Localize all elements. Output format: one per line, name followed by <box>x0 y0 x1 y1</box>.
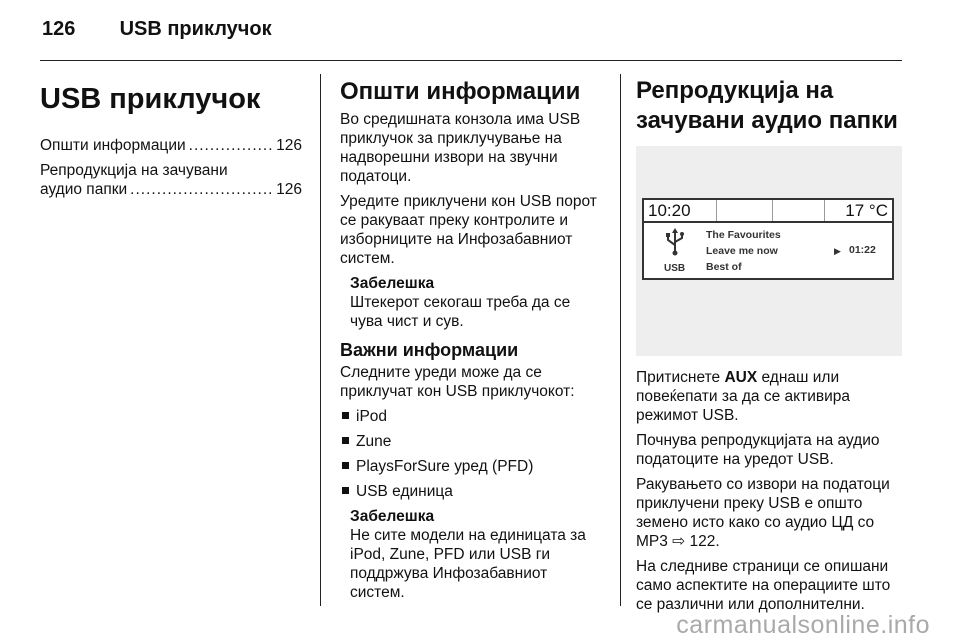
page-number: 126 <box>42 18 76 40</box>
screen-status-bar <box>644 200 892 223</box>
list-item: iPod <box>340 407 606 426</box>
track-item[interactable]: Best of <box>706 261 742 273</box>
text-run: Притиснете <box>636 369 725 386</box>
toc-leader <box>189 136 273 155</box>
column-divider <box>620 74 621 606</box>
usb-icon <box>660 228 690 256</box>
note-text: Штекерот секогаш треба да се чува чист и сув. <box>350 294 571 330</box>
track-item[interactable]: The Favourites <box>706 229 781 241</box>
paragraph: На следниве страници се опишани само аспектите на операциите што се различни или дополнителни. <box>636 558 891 613</box>
running-title: USB приклучок <box>119 18 272 40</box>
toc-entry[interactable] <box>40 161 302 199</box>
text-run: еднаш или повеќепати за да се активира режимот USB. <box>636 369 850 424</box>
play-icon: ▶ <box>834 246 841 256</box>
chapter-title: USB приклучок <box>40 83 261 115</box>
paragraph: Следните уреди може да се приклучат кон USB приклучокот: <box>340 364 575 400</box>
track-duration: 01:22 <box>849 244 876 256</box>
note <box>350 507 606 602</box>
usb-label: USB <box>664 263 686 274</box>
section-heading: Општи информации <box>340 78 581 105</box>
watermark: carmanualsonline.info <box>676 611 930 639</box>
infotainment-screen <box>642 198 894 280</box>
note-title: Забелешка <box>350 275 435 292</box>
column-toc <box>40 72 302 205</box>
status-divider <box>772 200 773 221</box>
paragraph: Ракувањето со извори на податоци приклучени преку USB е општо земено исто како со аудио ЦД со MP3 ⇨ 122. <box>636 476 890 550</box>
status-divider <box>716 200 717 221</box>
column-general-info <box>340 72 606 608</box>
note <box>350 274 606 331</box>
aux-key: AUX <box>724 369 758 386</box>
paragraph: Во средишната конзола има USB приклучок за приклучување на надворешни извори на звучни податоци. <box>340 111 581 185</box>
note-text: Не сите модели на единицата за iPod, Zune, PFD или USB ги поддржува Инфозабавниот систем. <box>350 527 586 601</box>
device-list <box>340 407 606 501</box>
toc-page: 126 <box>276 137 302 154</box>
temperature-readout: 17 °C <box>845 201 888 220</box>
column-playback <box>636 72 902 620</box>
header-rule <box>40 60 902 61</box>
column-divider <box>320 74 321 606</box>
list-item: USB единица <box>340 482 606 501</box>
clock-readout: 10:20 <box>648 201 691 220</box>
toc-label: Репродукција на зачувани <box>40 162 228 179</box>
list-item: Zune <box>340 432 606 451</box>
toc-entry[interactable] <box>40 136 302 155</box>
toc-leader <box>130 180 273 199</box>
section-heading: Репродукција на зачувани аудио папки <box>636 77 898 134</box>
page-header <box>42 18 272 41</box>
note-title: Забелешка <box>350 508 435 525</box>
list-item: PlaysForSure уред (PFD) <box>340 457 606 476</box>
toc-label: Општи информации <box>40 137 186 154</box>
track-item[interactable]: Leave me now <box>706 245 778 257</box>
toc-page: 126 <box>276 181 302 198</box>
paragraph <box>636 368 902 425</box>
toc-label: аудио папки <box>40 181 128 198</box>
display-figure <box>636 146 902 356</box>
paragraph: Уредите приклучени кон USB порот се ракуваат преку контролите и изборниците на Инфозабавниот систем. <box>340 193 597 267</box>
paragraph: Почнува репродукцијата на аудио податоците на уредот USB. <box>636 432 880 468</box>
subheading: Важни информации <box>340 340 519 360</box>
status-divider <box>824 200 825 221</box>
screen-body <box>644 223 892 278</box>
